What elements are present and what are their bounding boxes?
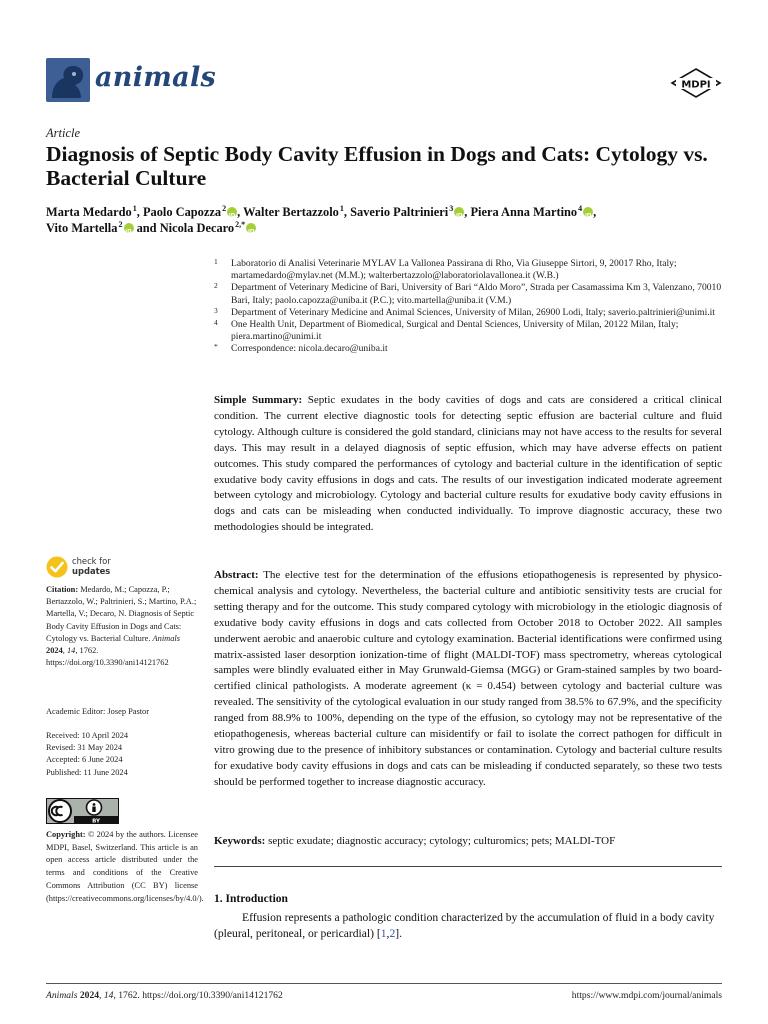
citation-label: Citation: (46, 585, 79, 594)
revised-date: Revised: 31 May 2024 (46, 743, 123, 753)
article-title: Diagnosis of Septic Body Cavity Effusion in Dogs and Cats: Cytology vs. Bacterial Culture (46, 142, 708, 190)
author-name: Vito Martella (46, 221, 118, 235)
simple-summary-label: Simple Summary: (214, 394, 303, 406)
author-affiliation-mark: 3 (449, 203, 454, 213)
affiliation-item: 1 Laboratorio di Analisi Veterinarie MYLAV La Vallonea Passirana di Rho, Via Giuseppe Sirtori, 9, 20017 Rho, Italy; martamedardo@mylav.net (M.M.); walterbertazzolo@laboratoriolavallonea.it (W.B.) (214, 257, 677, 282)
simple-summary-text: Septic exudates in the body cavities of dogs and cats are considered a critical clinical condition. The current elective diagnostic tools for detecting septic effusion are bacterial culture and fluid cytology. Although culture is considered the gold standard, clinicians may not have access to the results for several days. This may result in a delayed diagnosis of septic effusion, which may have adverse effects on patient outcomes. This study compared the performances of cytology and bacterial culture in the identification of septic exudative body cavity effusions in dogs and cats. The results of our investigation indicated moderate agreement between cytology and microbiology. Cytology and bacterial culture results for exudative body cavity effusions in dogs and cats can be misleading when conducted individually. To improve diagnostic accuracy, these two methodologies should be integrated. (214, 394, 723, 534)
author-affiliation-mark: 1 (339, 203, 344, 213)
abstract-label: Abstract: (214, 569, 259, 581)
footer-citation: Animals 2024, 14, 1762. https://doi.org/10.3390/ani14121762 (46, 990, 283, 1001)
affiliation-item: 3 Department of Veterinary Medicine and Animal Sciences, University of Milan, 26900 Lodi, Italy; saverio.paltrinieri@unimi.it (214, 305, 715, 318)
reference-link[interactable]: 2 (389, 927, 396, 940)
academic-editor: Academic Editor: Josep Pastor (46, 707, 150, 716)
author-affiliation-mark: 4 (578, 203, 583, 213)
author-name: Nicola Decaro (159, 221, 235, 235)
abstract (214, 568, 722, 791)
orcid-icon[interactable] (246, 223, 256, 233)
introduction-paragraph: Effusion represents a pathologic condition characterized by the accumulation of fluid in a body cavity (pleural, peritoneal, or pericardial) [1,2]. (214, 911, 715, 940)
received-date: Received: 10 April 2024 (46, 731, 129, 740)
author-name: Walter Bertazzolo (243, 205, 339, 219)
author-affiliation-mark: 2 (118, 219, 123, 229)
journal-header (46, 58, 722, 104)
footer-doi-link[interactable]: 1762. https://doi.org/10.3390/ani14121762 (118, 990, 283, 1001)
journal-logo-icon (46, 58, 90, 102)
author-name: Piera Anna Martino (470, 205, 578, 219)
reference-link[interactable]: 1 (380, 927, 387, 940)
orcid-icon[interactable] (583, 207, 593, 217)
section-heading: 1. Introduction (214, 893, 288, 905)
keywords-label: Keywords: (214, 835, 266, 847)
journal-name: animals (95, 62, 217, 93)
affiliations (214, 258, 722, 356)
citation-doi[interactable]: 1762. https://doi.org/10.3390/ani14121762 (46, 646, 169, 668)
check-for-updates-button[interactable]: check for updates (46, 556, 198, 580)
keywords (214, 834, 722, 849)
mdpi-logo-icon (670, 68, 722, 98)
correspondence-item: * Correspondence: nicola.decaro@uniba.it (214, 342, 388, 355)
publication-dates (46, 730, 198, 779)
published-date: Published: 11 June 2024 (46, 767, 128, 777)
affiliation-item: 2 Department of Veterinary Medicine of Bari, University of Bari “Aldo Moro”, Strada per Casamassima Km 3, Valenzano, 70010 Bari, Italy; paolo.capozza@uniba.it (P.C.); vito.martella@uniba.it (V.M.) (214, 281, 722, 306)
author-name: Paolo Capozza (142, 205, 222, 219)
section-divider (214, 866, 722, 867)
cc-by-license-icon[interactable] (46, 798, 119, 824)
article-type: Article (46, 126, 81, 140)
author-affiliation-mark: 2 (222, 203, 227, 213)
copyright-label: Copyright: (46, 830, 86, 839)
author-affiliation-mark: 1 (132, 203, 137, 213)
simple-summary (214, 393, 722, 536)
accepted-date: Accepted: 6 June 2024 (46, 755, 123, 765)
affiliation-item: 4 One Health Unit, Department of Biomedical, Surgical and Dental Sciences, University of Milan, 20122 Milan, Italy; piera.martino@unimi.it (214, 318, 679, 343)
copyright-notice: Copyright: © 2024 by the authors. Licensee MDPI, Basel, Switzerland. This article is an open access article distributed under the terms and conditions of the Creative Commons Attribution (CC BY) license (https://creativecommons.org/licenses/by/4.0/). (46, 830, 204, 903)
footer-journal-url[interactable]: https://www.mdpi.com/journal/animals (571, 990, 722, 1001)
check-for-updates-icon (46, 556, 68, 578)
orcid-icon[interactable] (124, 223, 134, 233)
footer-divider (46, 983, 722, 984)
orcid-icon[interactable] (227, 207, 237, 217)
author-name: Saverio Paltrinieri (350, 205, 449, 219)
publisher-name: MDPI (681, 79, 711, 91)
author-affiliation-mark: 2,* (235, 219, 246, 229)
keywords-text: septic exudate; diagnostic accuracy; cytology; culturomics; pets; MALDI-TOF (268, 835, 616, 847)
orcid-icon[interactable] (454, 207, 464, 217)
author-name: Marta Medardo (46, 205, 132, 219)
abstract-text: The elective test for the determination of the effusions etiopathogenesis is represented by physico-chemical analysis and cytology. Nevertheless, the bacterial culture and antibiotic sensitivity tests are crucial for setting therapy and for the outcome. This study compared cytology with microbiology in the etiologic diagnosis of exudative body cavity effusions in dogs and cats collected from October 2018 to October 2022. All samples underwent aerobic and anaerobic culture and cytology examination. Bacterial identifications were confirmed using matrix-assisted laser desorption ionization-time of flight (MALDI-TOF) mass spectrometry, whereas cytological samples were blindly evaluated either in May Grunwald-Giemsa (MGG) or Gram-stained samples by two board-certified clinical pathologists. A moderate agreement (κ = 0.454) between cytology and bacterial culture was revealed. The sensitivity of the cytological evaluation in our study ranged from 38.5% to 67.9%, and the specificity ranged from 88.9% to 100%, depending on the type of the effusion, so cytology may not be representative of the etiopathogenesis, whereas bacterial culture can misidentify or fail to isolate the correct pathogen for difficult in vitro growing due to the presence of inhibitory substances or contamination. Cytology and bacterial culture results for exudative body cavity effusions in dogs and cats can be misleading if conducted separately, so these two tests should be performed together to increase diagnostic accuracy. (214, 569, 722, 788)
svg-text:BY: BY (92, 818, 100, 824)
author-list: Marta Medardo $^1$, Paolo Capozza $^2$iD , Walter Bertazzolo $^1$, Saverio Paltrinieri $^3$iD , Piera Anna Martino $^4$iD , Vito Martella $^2$iD and Nicola Decaro $^{2,*}$iD (46, 204, 722, 236)
citation-block: Citation: Medardo, M.; Capozza, P.; Bertazzolo, W.; Paltrinieri, S.; Martino, P.A.; Martella, V.; Decaro, N. Diagnosis of Septic Body Cavity Effusion in Dogs and Cats: Cytology vs. Bacterial Culture. Animals 2024, 14, 1762. https://doi.org/10.3390/ani14121762 (46, 585, 197, 668)
